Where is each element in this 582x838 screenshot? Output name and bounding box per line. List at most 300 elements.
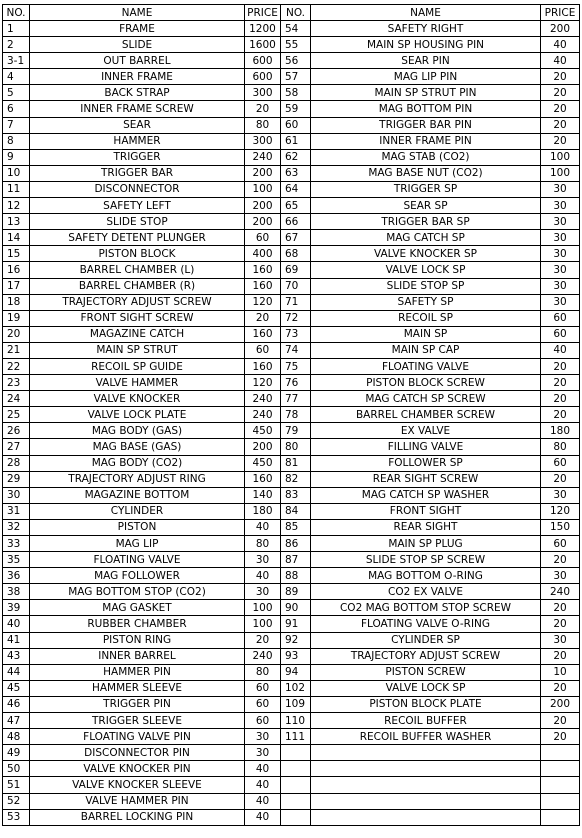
right-part-name: SEAR PIN (311, 53, 541, 69)
right-part-name: RECOIL BUFFER (311, 713, 541, 729)
table-row (3, 294, 580, 310)
left-part-price: 40 (245, 809, 281, 825)
left-part-no: 14 (3, 230, 30, 246)
right-part-name: MAG CATCH SP (311, 230, 541, 246)
left-part-price: 450 (245, 455, 281, 471)
left-part-price: 200 (245, 214, 281, 230)
right-part-name: SEAR SP (311, 198, 541, 214)
right-part-price: 30 (541, 262, 580, 278)
table-row (3, 713, 580, 729)
right-part-name: FLOATING VALVE (311, 358, 541, 374)
right-part-name: REAR SIGHT SCREW (311, 471, 541, 487)
left-part-name: TRIGGER SLEEVE (30, 713, 245, 729)
right-part-no: 82 (281, 471, 311, 487)
left-part-name: MAG LIP (30, 536, 245, 552)
right-part-price: 30 (541, 487, 580, 503)
left-part-no: 31 (3, 503, 30, 519)
right-part-price: 20 (541, 391, 580, 407)
left-part-no: 29 (3, 471, 30, 487)
header-no-left: NO. (3, 5, 30, 21)
table-row (3, 568, 580, 584)
right-empty-cell (281, 793, 311, 809)
right-part-price: 60 (541, 310, 580, 326)
left-part-no: 40 (3, 616, 30, 632)
left-part-no: 43 (3, 648, 30, 664)
right-part-price: 30 (541, 230, 580, 246)
left-part-no: 32 (3, 519, 30, 535)
right-part-price: 30 (541, 246, 580, 262)
left-part-price: 140 (245, 487, 281, 503)
left-part-no: 44 (3, 664, 30, 680)
table-row (3, 149, 580, 165)
right-part-price: 20 (541, 729, 580, 745)
left-part-name: SAFETY LEFT (30, 198, 245, 214)
right-part-price: 60 (541, 536, 580, 552)
right-part-price: 100 (541, 149, 580, 165)
left-part-name: VALVE KNOCKER (30, 391, 245, 407)
left-part-name: FRONT SIGHT SCREW (30, 310, 245, 326)
left-part-price: 200 (245, 198, 281, 214)
right-part-price: 20 (541, 101, 580, 117)
right-part-name: FILLING VALVE (311, 439, 541, 455)
table-row (3, 117, 580, 133)
left-part-no: 50 (3, 761, 30, 777)
right-part-no: 93 (281, 648, 311, 664)
table-row (3, 600, 580, 616)
left-part-no: 17 (3, 278, 30, 294)
left-part-price: 20 (245, 101, 281, 117)
right-part-no: 86 (281, 536, 311, 552)
left-part-name: MAG GASKET (30, 600, 245, 616)
right-part-no: 70 (281, 278, 311, 294)
right-part-name: SLIDE STOP SP (311, 278, 541, 294)
left-part-price: 450 (245, 423, 281, 439)
left-part-price: 300 (245, 85, 281, 101)
table-row (3, 53, 580, 69)
right-part-no: 72 (281, 310, 311, 326)
header-no-right: NO. (281, 5, 311, 21)
left-part-name: DISCONNECTOR (30, 181, 245, 197)
right-part-no: 85 (281, 519, 311, 535)
table-row (3, 262, 580, 278)
left-part-no: 4 (3, 69, 30, 85)
right-part-price: 60 (541, 326, 580, 342)
left-part-price: 40 (245, 761, 281, 777)
right-empty-cell (281, 809, 311, 825)
left-part-name: INNER FRAME SCREW (30, 101, 245, 117)
left-part-price: 240 (245, 648, 281, 664)
table-row (3, 809, 580, 825)
right-empty-cell (311, 777, 541, 793)
header-row (3, 5, 580, 21)
table-row (3, 69, 580, 85)
right-part-price: 200 (541, 696, 580, 712)
left-part-price: 240 (245, 391, 281, 407)
left-part-name: VALVE KNOCKER PIN (30, 761, 245, 777)
left-part-price: 60 (245, 713, 281, 729)
right-part-name: FLOATING VALVE O-RING (311, 616, 541, 632)
table-row (3, 729, 580, 745)
table-row (3, 423, 580, 439)
right-part-name: CO2 MAG BOTTOM STOP SCREW (311, 600, 541, 616)
left-part-price: 40 (245, 793, 281, 809)
left-part-name: OUT BARREL (30, 53, 245, 69)
right-part-price: 240 (541, 584, 580, 600)
table-row (3, 439, 580, 455)
table-row (3, 648, 580, 664)
table-row (3, 214, 580, 230)
left-part-price: 160 (245, 278, 281, 294)
left-part-price: 120 (245, 375, 281, 391)
right-part-name: RECOIL BUFFER WASHER (311, 729, 541, 745)
right-part-no: 64 (281, 181, 311, 197)
right-part-price: 30 (541, 568, 580, 584)
right-part-name: INNER FRAME PIN (311, 133, 541, 149)
right-part-no: 76 (281, 375, 311, 391)
left-part-name: DISCONNECTOR PIN (30, 745, 245, 761)
right-part-no: 69 (281, 262, 311, 278)
right-part-name: VALVE LOCK SP (311, 680, 541, 696)
left-part-price: 30 (245, 584, 281, 600)
table-row (3, 519, 580, 535)
table-row (3, 664, 580, 680)
right-part-price: 30 (541, 294, 580, 310)
left-part-no: 51 (3, 777, 30, 793)
right-part-name: MAIN SP PLUG (311, 536, 541, 552)
right-part-no: 89 (281, 584, 311, 600)
right-part-price: 30 (541, 632, 580, 648)
left-part-no: 5 (3, 85, 30, 101)
right-part-no: 91 (281, 616, 311, 632)
right-part-price: 30 (541, 181, 580, 197)
right-part-price: 20 (541, 713, 580, 729)
left-part-price: 80 (245, 117, 281, 133)
left-part-price: 240 (245, 149, 281, 165)
right-part-no: 79 (281, 423, 311, 439)
left-part-price: 180 (245, 503, 281, 519)
header-name-left: NAME (30, 5, 245, 21)
table-row (3, 584, 580, 600)
left-part-name: SEAR (30, 117, 245, 133)
right-part-no: 77 (281, 391, 311, 407)
left-part-no: 20 (3, 326, 30, 342)
right-part-no: 58 (281, 85, 311, 101)
table-row (3, 85, 580, 101)
left-part-name: MAG BOTTOM STOP (CO2) (30, 584, 245, 600)
left-part-price: 1600 (245, 37, 281, 53)
left-part-no: 24 (3, 391, 30, 407)
table-row (3, 487, 580, 503)
right-part-no: 81 (281, 455, 311, 471)
table-row (3, 391, 580, 407)
left-part-price: 60 (245, 230, 281, 246)
left-part-no: 27 (3, 439, 30, 455)
left-part-name: HAMMER PIN (30, 664, 245, 680)
right-part-no: 78 (281, 407, 311, 423)
left-part-name: PISTON RING (30, 632, 245, 648)
right-part-no: 61 (281, 133, 311, 149)
left-part-name: SLIDE (30, 37, 245, 53)
left-part-price: 240 (245, 407, 281, 423)
left-part-no: 8 (3, 133, 30, 149)
left-part-price: 30 (245, 552, 281, 568)
right-part-no: 62 (281, 149, 311, 165)
left-part-no: 12 (3, 198, 30, 214)
table-row (3, 616, 580, 632)
left-part-name: BARREL CHAMBER (L) (30, 262, 245, 278)
right-part-name: BARREL CHAMBER SCREW (311, 407, 541, 423)
right-part-price: 100 (541, 165, 580, 181)
right-part-price: 20 (541, 375, 580, 391)
left-part-no: 41 (3, 632, 30, 648)
right-empty-cell (541, 745, 580, 761)
right-part-name: SAFETY SP (311, 294, 541, 310)
right-part-price: 40 (541, 37, 580, 53)
left-part-name: HAMMER SLEEVE (30, 680, 245, 696)
right-part-no: 92 (281, 632, 311, 648)
left-part-name: PISTON (30, 519, 245, 535)
left-part-name: MAG BASE (GAS) (30, 439, 245, 455)
right-part-no: 80 (281, 439, 311, 455)
table-row (3, 230, 580, 246)
right-part-no: 83 (281, 487, 311, 503)
left-part-price: 40 (245, 568, 281, 584)
left-part-name: VALVE KNOCKER SLEEVE (30, 777, 245, 793)
left-part-price: 30 (245, 745, 281, 761)
right-part-no: 67 (281, 230, 311, 246)
table-row (3, 761, 580, 777)
right-part-name: MAIN SP (311, 326, 541, 342)
right-part-name: MAIN SP STRUT PIN (311, 85, 541, 101)
right-part-price: 30 (541, 278, 580, 294)
header-name-right: NAME (311, 5, 541, 21)
header-price-right: PRICE (541, 5, 580, 21)
left-part-no: 38 (3, 584, 30, 600)
right-part-no: 56 (281, 53, 311, 69)
left-part-name: FRAME (30, 21, 245, 37)
left-part-price: 60 (245, 342, 281, 358)
left-part-no: 33 (3, 536, 30, 552)
right-part-no: 109 (281, 696, 311, 712)
parts-price-table (2, 4, 580, 826)
left-part-price: 120 (245, 294, 281, 310)
left-part-no: 18 (3, 294, 30, 310)
left-part-no: 15 (3, 246, 30, 262)
right-part-price: 150 (541, 519, 580, 535)
right-part-price: 30 (541, 214, 580, 230)
right-empty-cell (311, 809, 541, 825)
left-part-no: 3-1 (3, 53, 30, 69)
right-part-no: 73 (281, 326, 311, 342)
right-part-price: 20 (541, 680, 580, 696)
left-part-no: 11 (3, 181, 30, 197)
right-part-name: SLIDE STOP SP SCREW (311, 552, 541, 568)
table-row (3, 310, 580, 326)
left-part-name: TRIGGER BAR (30, 165, 245, 181)
right-part-name: MAIN SP CAP (311, 342, 541, 358)
right-part-name: VALVE KNOCKER SP (311, 246, 541, 262)
left-part-price: 300 (245, 133, 281, 149)
right-part-name: CO2 EX VALVE (311, 584, 541, 600)
left-part-price: 600 (245, 53, 281, 69)
left-part-price: 200 (245, 165, 281, 181)
left-part-name: MAG BODY (GAS) (30, 423, 245, 439)
right-part-no: 57 (281, 69, 311, 85)
left-part-no: 49 (3, 745, 30, 761)
left-part-no: 48 (3, 729, 30, 745)
right-part-price: 30 (541, 198, 580, 214)
right-part-name: PISTON BLOCK PLATE (311, 696, 541, 712)
right-part-name: TRAJECTORY ADJUST SCREW (311, 648, 541, 664)
table-row (3, 165, 580, 181)
right-part-name: FRONT SIGHT (311, 503, 541, 519)
left-part-no: 2 (3, 37, 30, 53)
right-part-name: MAG CATCH SP WASHER (311, 487, 541, 503)
right-part-no: 65 (281, 198, 311, 214)
left-part-price: 100 (245, 616, 281, 632)
left-part-name: FLOATING VALVE PIN (30, 729, 245, 745)
left-part-price: 160 (245, 471, 281, 487)
right-part-name: REAR SIGHT (311, 519, 541, 535)
right-part-name: FOLLOWER SP (311, 455, 541, 471)
table-row (3, 793, 580, 809)
left-part-no: 10 (3, 165, 30, 181)
right-part-no: 74 (281, 342, 311, 358)
right-part-name: MAG LIP PIN (311, 69, 541, 85)
right-part-price: 20 (541, 358, 580, 374)
right-part-no: 68 (281, 246, 311, 262)
left-part-price: 60 (245, 680, 281, 696)
left-part-no: 22 (3, 358, 30, 374)
left-part-no: 36 (3, 568, 30, 584)
left-part-name: VALVE HAMMER PIN (30, 793, 245, 809)
left-part-no: 13 (3, 214, 30, 230)
left-part-no: 25 (3, 407, 30, 423)
table-row (3, 133, 580, 149)
table-row (3, 777, 580, 793)
table-row (3, 536, 580, 552)
table-row (3, 680, 580, 696)
right-part-price: 60 (541, 455, 580, 471)
right-part-no: 111 (281, 729, 311, 745)
right-part-name: MAG BASE NUT (CO2) (311, 165, 541, 181)
right-empty-cell (311, 761, 541, 777)
left-part-name: HAMMER (30, 133, 245, 149)
right-part-price: 20 (541, 133, 580, 149)
left-part-name: TRAJECTORY ADJUST RING (30, 471, 245, 487)
right-part-price: 20 (541, 85, 580, 101)
left-part-no: 46 (3, 696, 30, 712)
left-part-name: PISTON BLOCK (30, 246, 245, 262)
left-part-price: 200 (245, 439, 281, 455)
right-empty-cell (281, 761, 311, 777)
right-empty-cell (281, 777, 311, 793)
right-empty-cell (541, 761, 580, 777)
left-part-name: RECOIL SP GUIDE (30, 358, 245, 374)
right-empty-cell (541, 793, 580, 809)
right-part-price: 200 (541, 21, 580, 37)
right-part-name: MAG CATCH SP SCREW (311, 391, 541, 407)
left-part-name: SAFETY DETENT PLUNGER (30, 230, 245, 246)
left-part-name: VALVE LOCK PLATE (30, 407, 245, 423)
table-row (3, 37, 580, 53)
right-part-price: 20 (541, 69, 580, 85)
left-part-name: MAGAZINE BOTTOM (30, 487, 245, 503)
left-part-no: 19 (3, 310, 30, 326)
left-part-price: 80 (245, 664, 281, 680)
left-part-name: BARREL LOCKING PIN (30, 809, 245, 825)
table-row (3, 326, 580, 342)
right-part-price: 20 (541, 616, 580, 632)
right-part-price: 20 (541, 600, 580, 616)
right-part-name: MAIN SP HOUSING PIN (311, 37, 541, 53)
left-part-name: INNER FRAME (30, 69, 245, 85)
header-price-left: PRICE (245, 5, 281, 21)
table-row (3, 246, 580, 262)
left-part-name: RUBBER CHAMBER (30, 616, 245, 632)
right-part-name: MAG STAB (CO2) (311, 149, 541, 165)
right-part-price: 40 (541, 342, 580, 358)
right-empty-cell (311, 745, 541, 761)
right-part-name: TRIGGER SP (311, 181, 541, 197)
table-row (3, 181, 580, 197)
right-part-no: 66 (281, 214, 311, 230)
left-part-price: 100 (245, 181, 281, 197)
right-part-no: 94 (281, 664, 311, 680)
right-part-price: 20 (541, 117, 580, 133)
left-part-no: 52 (3, 793, 30, 809)
table-row (3, 552, 580, 568)
right-part-price: 20 (541, 648, 580, 664)
right-part-no: 88 (281, 568, 311, 584)
right-part-no: 54 (281, 21, 311, 37)
left-part-no: 7 (3, 117, 30, 133)
left-part-price: 160 (245, 326, 281, 342)
left-part-no: 21 (3, 342, 30, 358)
left-part-no: 35 (3, 552, 30, 568)
right-part-no: 75 (281, 358, 311, 374)
left-part-name: INNER BARREL (30, 648, 245, 664)
right-part-price: 20 (541, 407, 580, 423)
left-part-name: TRAJECTORY ADJUST SCREW (30, 294, 245, 310)
right-part-no: 59 (281, 101, 311, 117)
right-part-name: PISTON SCREW (311, 664, 541, 680)
left-part-name: MAGAZINE CATCH (30, 326, 245, 342)
table-row (3, 342, 580, 358)
table-row (3, 21, 580, 37)
right-empty-cell (281, 745, 311, 761)
right-part-name: RECOIL SP (311, 310, 541, 326)
right-part-price: 80 (541, 439, 580, 455)
right-part-no: 110 (281, 713, 311, 729)
left-part-price: 100 (245, 600, 281, 616)
right-part-no: 102 (281, 680, 311, 696)
right-part-name: SAFETY RIGHT (311, 21, 541, 37)
right-part-price: 10 (541, 664, 580, 680)
left-part-no: 53 (3, 809, 30, 825)
left-part-name: MAG BODY (CO2) (30, 455, 245, 471)
left-part-name: BARREL CHAMBER (R) (30, 278, 245, 294)
right-part-name: EX VALVE (311, 423, 541, 439)
right-part-name: MAG BOTTOM O-RING (311, 568, 541, 584)
right-part-name: TRIGGER BAR SP (311, 214, 541, 230)
table-row (3, 278, 580, 294)
right-part-no: 84 (281, 503, 311, 519)
right-part-no: 63 (281, 165, 311, 181)
right-empty-cell (541, 777, 580, 793)
right-part-price: 180 (541, 423, 580, 439)
right-empty-cell (541, 809, 580, 825)
